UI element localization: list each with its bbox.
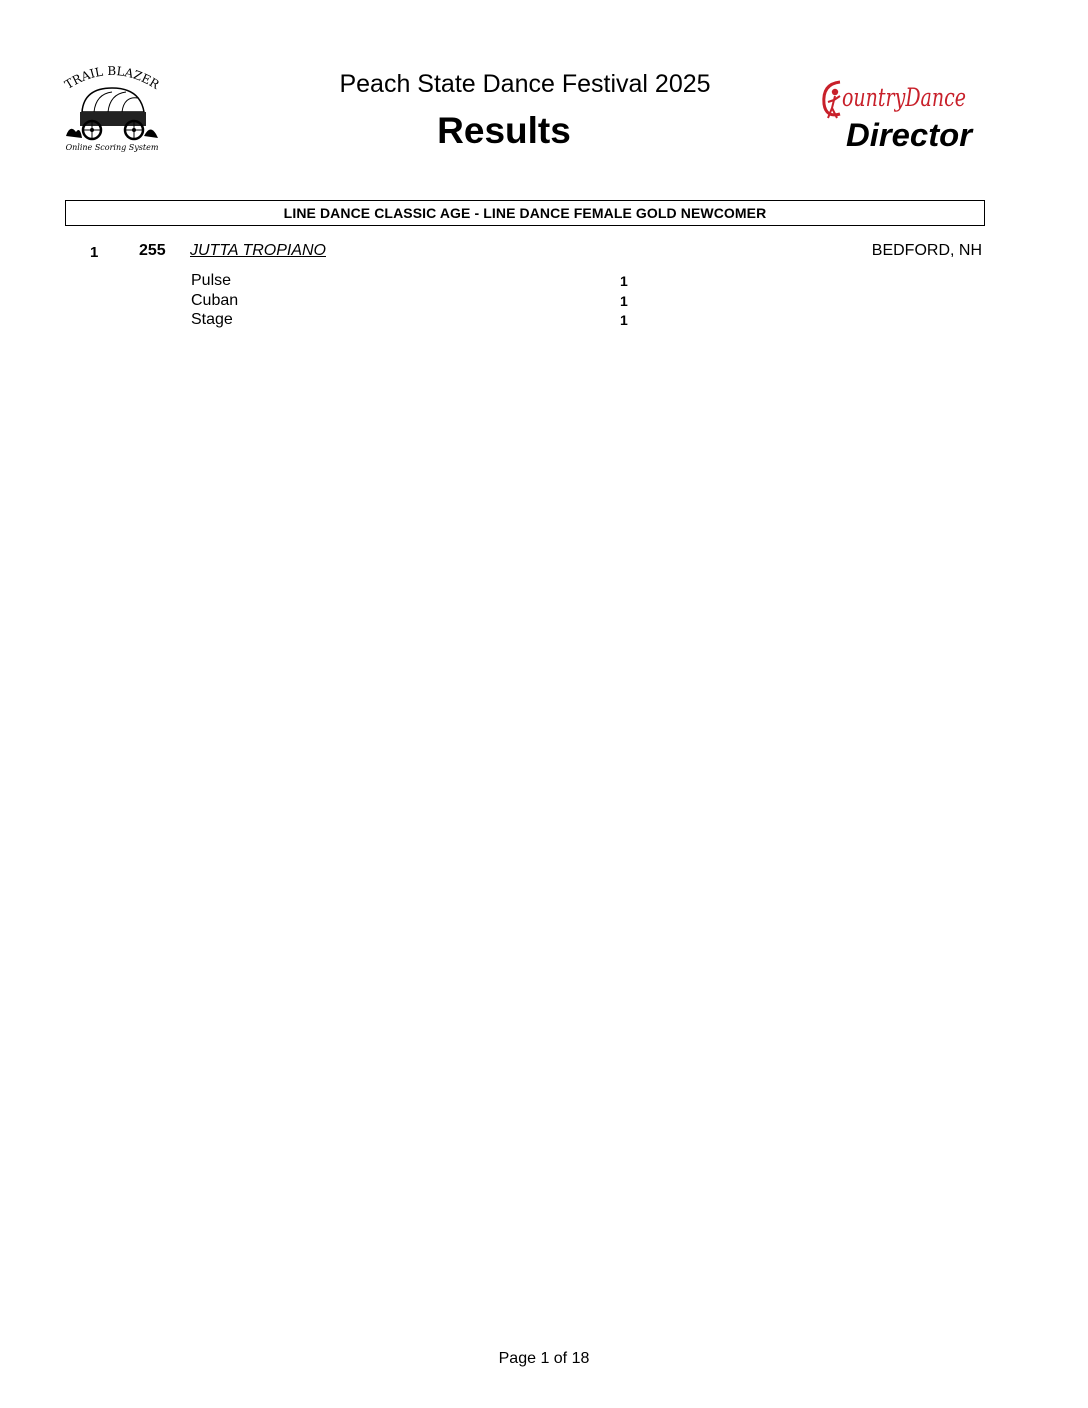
logo-right-bottom-text: Director	[846, 117, 974, 153]
country-dance-director-logo	[818, 74, 978, 154]
logo-left-bottom-text: Online Scoring System	[65, 143, 159, 152]
logo-right-top-text: ountryDance	[842, 83, 966, 112]
dance-placement: 1	[620, 312, 628, 328]
category-title: LINE DANCE CLASSIC AGE - LINE DANCE FEMALE GOLD NEWCOMER	[283, 205, 767, 221]
dancer-location: BEDFORD, NH	[871, 242, 982, 259]
competitor-number: 255	[139, 242, 166, 259]
result-place: 1	[90, 244, 99, 261]
dance-name: Pulse	[191, 272, 232, 289]
dance-name: Stage	[191, 311, 233, 328]
dancer-name: JUTTA TROPIANO	[190, 242, 326, 259]
logo-left-top-text: TRAIL BLAZER	[62, 66, 162, 92]
result-row	[0, 241, 1088, 265]
dance-placement: 1	[620, 292, 628, 309]
score-row	[0, 292, 1088, 312]
page-heading: Results	[437, 110, 571, 151]
category-header	[65, 200, 985, 226]
event-title: Peach State Dance Festival 2025	[339, 70, 711, 98]
dance-name: Cuban	[191, 291, 239, 309]
score-row	[0, 272, 1088, 292]
dancer-figure-icon	[832, 89, 838, 95]
score-row	[0, 311, 1088, 331]
page-number: Page 1 of 18	[498, 1350, 590, 1367]
dance-placement: 1	[620, 273, 628, 289]
score-list	[0, 272, 1088, 331]
